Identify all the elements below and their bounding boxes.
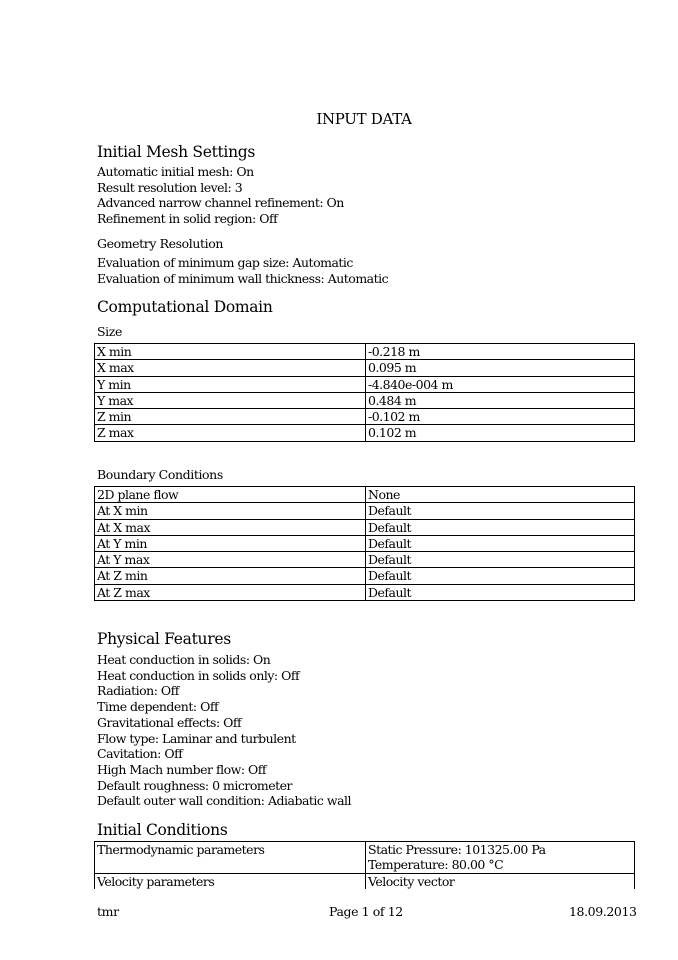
physical-line: Heat conduction in solids only: Off xyxy=(97,667,300,683)
mesh-line: Automatic initial mesh: On xyxy=(97,164,254,179)
footer-page-number: Page 1 of 12 xyxy=(329,904,403,919)
table-cell: 0.484 m xyxy=(366,392,635,408)
table-cell: Y max xyxy=(95,392,366,408)
table-cell: -4.840e-004 m xyxy=(366,376,635,392)
initial-conditions-heading: Initial Conditions xyxy=(97,821,228,839)
geometry-line: Evaluation of minimum wall thickness: Automatic xyxy=(97,270,389,286)
table-cell: Default xyxy=(366,552,635,568)
table-cell: -0.218 m xyxy=(366,344,635,360)
physical-line: Heat conduction in solids: On xyxy=(97,652,271,667)
initial-mesh-heading: Initial Mesh Settings xyxy=(97,143,256,161)
table-row xyxy=(95,487,635,503)
physical-features-heading: Physical Features xyxy=(97,630,231,648)
table-cell: Velocity parameters xyxy=(95,874,366,890)
table-cell: Y min xyxy=(95,376,366,392)
physical-line: High Mach number flow: Off xyxy=(97,761,267,777)
boundary-conditions-heading: Boundary Conditions xyxy=(97,467,223,482)
mesh-line: Result resolution level: 3 xyxy=(97,179,243,195)
table-cell: 2D plane flow xyxy=(95,487,366,503)
physical-line: Gravitational effects: Off xyxy=(97,714,242,730)
table-cell: At Y min xyxy=(95,535,366,551)
table-cell: Default xyxy=(366,568,635,584)
table-cell: Thermodynamic parameters xyxy=(95,842,366,874)
temperature-value: Temperature: 80.00 °C xyxy=(368,857,504,872)
geometry-resolution-heading: Geometry Resolution xyxy=(97,236,223,251)
table-row xyxy=(95,344,635,360)
static-pressure-value: Static Pressure: 101325.00 Pa xyxy=(368,842,546,857)
boundary-conditions-table xyxy=(94,486,635,601)
physical-line: Default outer wall condition: Adiabatic wall xyxy=(97,793,352,809)
table-row xyxy=(95,376,635,392)
table-cell: X min xyxy=(95,344,366,360)
physical-line: Cavitation: Off xyxy=(97,746,183,762)
geometry-line: Evaluation of minimum gap size: Automatic xyxy=(97,255,353,270)
page-title: INPUT DATA xyxy=(316,110,412,128)
footer-date: 18.09.2013 xyxy=(569,904,637,919)
geometry-resolution-lines xyxy=(97,255,388,286)
mesh-line: Advanced narrow channel refinement: On xyxy=(97,195,344,211)
table-cell: X max xyxy=(95,360,366,376)
physical-line: Default roughness: 0 micrometer xyxy=(97,777,293,793)
initial-mesh-lines xyxy=(97,164,344,227)
physical-features-lines xyxy=(97,652,351,809)
table-cell: Default xyxy=(366,584,635,600)
table-row xyxy=(95,584,635,600)
table-cell: Velocity vector xyxy=(366,874,635,890)
table-row xyxy=(95,392,635,408)
table-row xyxy=(95,535,635,551)
table-row xyxy=(95,552,635,568)
initial-conditions-table xyxy=(94,841,635,889)
table-cell: 0.102 m xyxy=(366,425,635,441)
table-cell: Default xyxy=(366,519,635,535)
table-cell: Z min xyxy=(95,409,366,425)
table-row xyxy=(95,519,635,535)
table-cell: At X max xyxy=(95,519,366,535)
table-cell: At Z min xyxy=(95,568,366,584)
table-cell xyxy=(366,842,635,874)
table-row xyxy=(95,503,635,519)
mesh-line: Refinement in solid region: Off xyxy=(97,211,278,227)
table-cell: -0.102 m xyxy=(366,409,635,425)
physical-line: Time dependent: Off xyxy=(97,699,219,715)
table-cell: At X min xyxy=(95,503,366,519)
table-cell: None xyxy=(366,487,635,503)
table-row xyxy=(95,360,635,376)
table-row xyxy=(95,874,635,890)
size-heading: Size xyxy=(97,324,122,339)
table-cell: At Z max xyxy=(95,584,366,600)
physical-line: Radiation: Off xyxy=(97,683,179,699)
table-cell: Default xyxy=(366,535,635,551)
size-table xyxy=(94,343,635,442)
table-row xyxy=(95,409,635,425)
table-cell: Z max xyxy=(95,425,366,441)
table-cell: 0.095 m xyxy=(366,360,635,376)
table-cell: Default xyxy=(366,503,635,519)
physical-line: Flow type: Laminar and turbulent xyxy=(97,730,296,746)
footer-author: tmr xyxy=(97,904,119,919)
table-cell: At Y max xyxy=(95,552,366,568)
computational-domain-heading: Computational Domain xyxy=(97,298,273,316)
table-row xyxy=(95,842,635,874)
table-row xyxy=(95,568,635,584)
table-row xyxy=(95,425,635,441)
